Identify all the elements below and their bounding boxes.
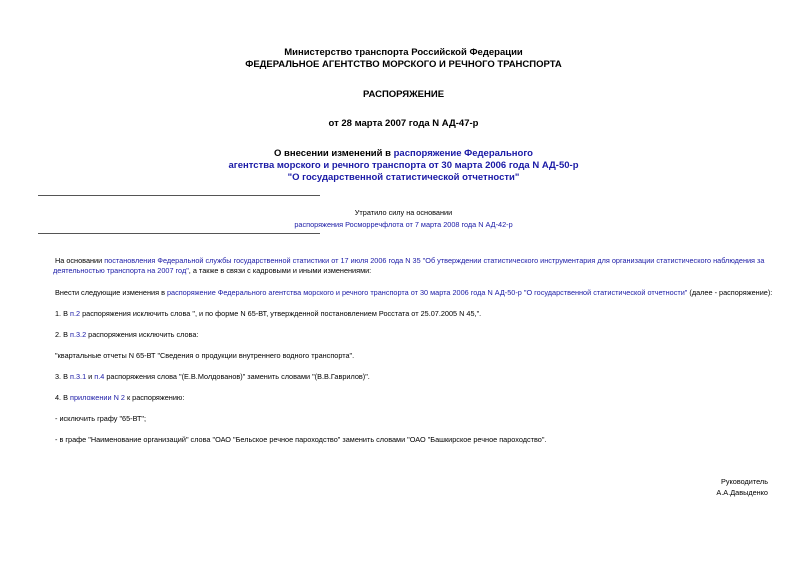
document-title (0, 148, 807, 160)
intro-suffix: (далее - распоряжение): (687, 288, 773, 297)
document-type: РАСПОРЯЖЕНИЕ (362, 89, 445, 100)
item-2-quote: "квартальные отчеты N 65-ВТ "Сведения о продукции внутреннего водного транспорта". (55, 351, 355, 360)
intro-link-decree[interactable]: распоряжение Федерального агентства морского и речного транспорта от 30 марта 2006 года N АД-50-р "О государственной статистической отчетности" (166, 288, 688, 297)
signature-name: А.А.Давыденко (716, 488, 768, 497)
item-3-prefix: 3. В (55, 372, 71, 381)
item-2-text: распоряжения исключить слова: (86, 330, 199, 339)
expired-label: Утратило силу на основании (354, 208, 453, 217)
item-3-text: распоряжения слова "(Е.В.Молдованов)" заменить словами "(В.В.Гаврилов)". (104, 372, 370, 381)
item-1-text: распоряжения исключить слова ", и по форме N 65-ВТ, утвержденной постановлением Росстата от 25.07.2005 N 45,". (80, 309, 482, 318)
item-2 (55, 330, 198, 340)
item-3-link-1[interactable]: п.3.1 (70, 372, 87, 381)
rule-top (38, 195, 320, 196)
item-2-link[interactable]: п.3.2 (70, 330, 87, 339)
item-3-link-2[interactable]: п.4 (94, 372, 105, 381)
title-link-decree[interactable]: распоряжение Федерального (393, 148, 533, 159)
document-date-number: от 28 марта 2007 года N АД-47-р (328, 118, 479, 129)
item-3 (55, 372, 370, 382)
signature-role: Руководитель (720, 477, 768, 486)
rule-bottom (38, 233, 320, 234)
document-title-line3[interactable]: "О государственной статистической отчетности" (287, 172, 520, 183)
preamble-line1 (55, 256, 764, 266)
preamble-line2 (53, 266, 371, 276)
intro-prefix: Внести следующие изменения в (55, 288, 167, 297)
preamble-link-resolution-cont[interactable]: деятельностью транспорта на 2007 год" (53, 266, 189, 275)
item-4 (55, 393, 184, 403)
item-1 (55, 309, 481, 319)
item-4-text: к распоряжению: (124, 393, 185, 402)
item-4-prefix: 4. В (55, 393, 71, 402)
item-1-link[interactable]: п.2 (70, 309, 81, 318)
intro-paragraph (55, 288, 772, 298)
item-4-link[interactable]: приложении N 2 (70, 393, 125, 402)
item-2-prefix: 2. В (55, 330, 71, 339)
agency-title: ФЕДЕРАЛЬНОЕ АГЕНТСТВО МОРСКОГО И РЕЧНОГО ТРАНСПОРТА (245, 59, 562, 70)
item-4-dash-1: - исключить графу "65-ВТ"; (55, 414, 147, 423)
item-4-dash-2: - в графе "Наименование организаций" слова "ОАО "Бельское речное пароходство" заменить словами "ОАО "Башкирское речное пароходство". (55, 435, 547, 444)
preamble-prefix: На основании (55, 256, 105, 265)
item-3-mid: и (86, 372, 95, 381)
preamble-suffix: , а также в связи с кадровыми и иными изменениями: (188, 266, 372, 275)
expired-link[interactable]: распоряжения Росморречфлота от 7 марта 2008 года N АД-42-р (294, 220, 513, 229)
preamble-link-resolution[interactable]: постановления Федеральной службы государственной статистики от 17 июля 2006 года N 35 "Об утверждении статистического инструментария для организации статистического наблюдения за (104, 256, 765, 265)
title-prefix: О внесении изменений в (274, 148, 394, 159)
item-1-prefix: 1. В (55, 309, 71, 318)
document-title-line2[interactable]: агентства морского и речного транспорта от 30 марта 2006 года N АД-50-р (228, 160, 579, 171)
ministry-title: Министерство транспорта Российской Федерации (284, 47, 523, 58)
